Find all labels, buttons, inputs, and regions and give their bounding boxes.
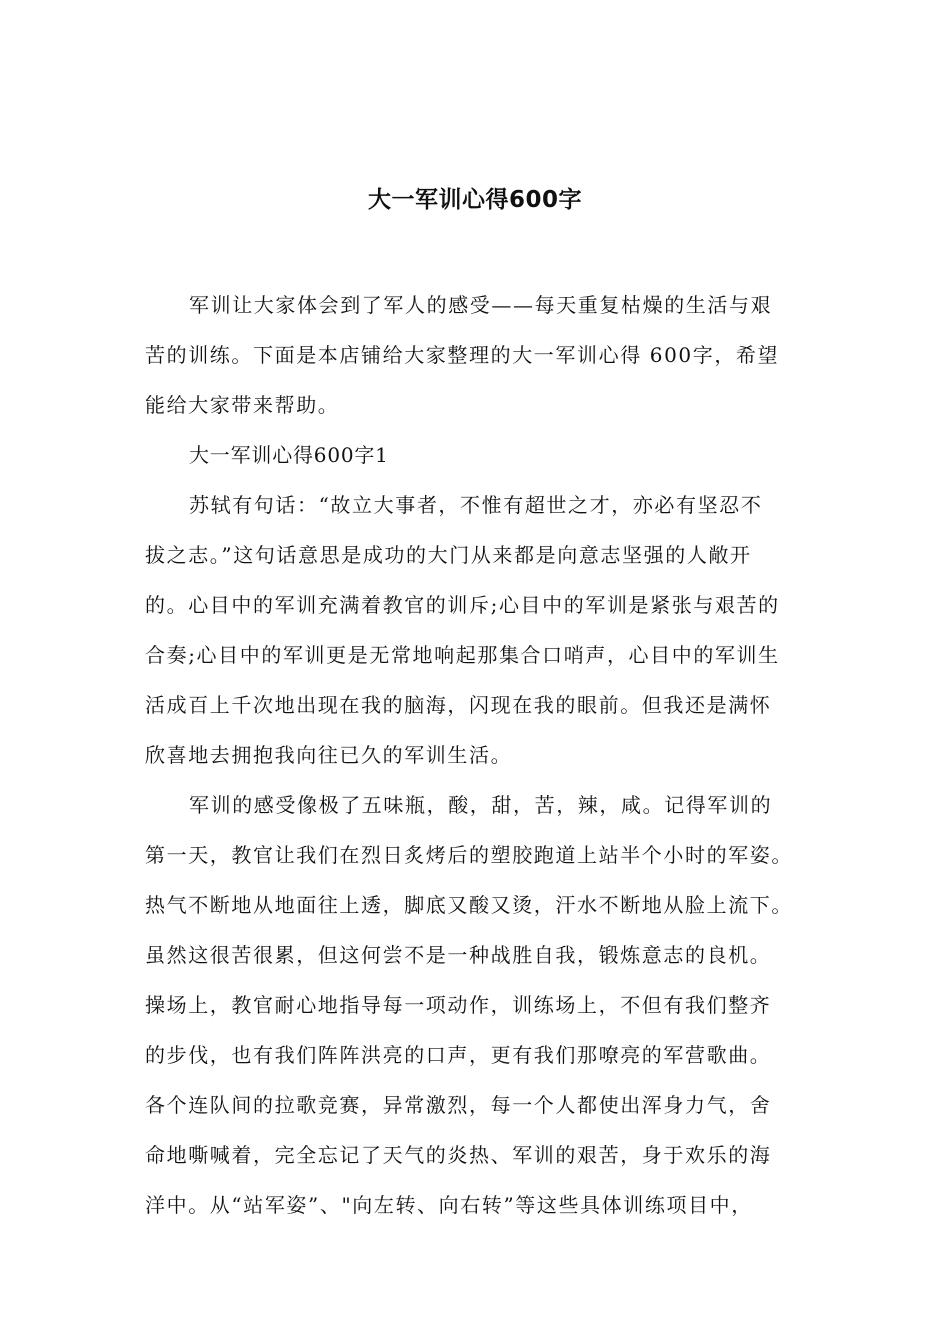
section-heading: 大一军训心得600字1: [189, 443, 389, 467]
paragraph-line: 第一天，教官让我们在烈日炙烤后的塑胶跑道上站半个小时的军姿。: [145, 843, 793, 867]
paragraph-line: 命地嘶喊着，完全忘记了天气的炎热、军训的艰苦，身于欢乐的海: [145, 1143, 772, 1167]
paragraph-line: 洋中。从“站军姿”、"向左转、向右转”等这些具体训练项目中，: [145, 1193, 753, 1217]
paragraph-line: 热气不断地从地面往上透，脚底又酸又烫，汗水不断地从脸上流下。: [145, 893, 793, 917]
paragraph-line: 军训的感受像极了五味瓶，酸，甜，苦，辣，咸。记得军训的: [189, 793, 773, 817]
paragraph-line: 苏轼有句话：“故立大事者，不惟有超世之才，亦必有坚忍不: [189, 493, 763, 517]
paragraph-line: 欣喜地去拥抱我向往已久的军训生活。: [145, 743, 513, 767]
paragraph-line: 拔之志。”这句话意思是成功的大门从来都是向意志坚强的人敞开: [145, 543, 752, 567]
intro-line: 军训让大家体会到了军人的感受——每天重复枯燥的生活与艰: [189, 293, 773, 317]
paragraph-line: 操场上，教官耐心地指导每一项动作，训练场上，不但有我们整齐: [145, 993, 772, 1017]
paragraph-line: 的。心目中的军训充满着教官的训斥;心目中的军训是紧张与艰苦的: [145, 593, 780, 617]
document-body: [145, 280, 815, 1230]
document-title: 大一军训心得600字: [367, 187, 582, 213]
paragraph-line: 合奏;心目中的军训更是无常地响起那集合口哨声，心目中的军训生: [145, 643, 780, 667]
paragraph-line: 活成百上千次地出现在我的脑海，闪现在我的眼前。但我还是满怀: [145, 693, 772, 717]
paragraph-line: 各个连队间的拉歌竞赛，异常激烈，每一个人都使出浑身力气，舍: [145, 1093, 772, 1117]
intro-line: 能给大家带来帮助。: [145, 393, 340, 417]
paragraph-line: 虽然这很苦很累，但这何尝不是一种战胜自我，锻炼意志的良机。: [145, 943, 772, 967]
intro-line: 苦的训练。下面是本店铺给大家整理的大一军训心得 600字，希望: [145, 343, 780, 367]
paragraph-line: 的步伐，也有我们阵阵洪亮的口声，更有我们那嘹亮的军营歌曲。: [145, 1043, 772, 1067]
